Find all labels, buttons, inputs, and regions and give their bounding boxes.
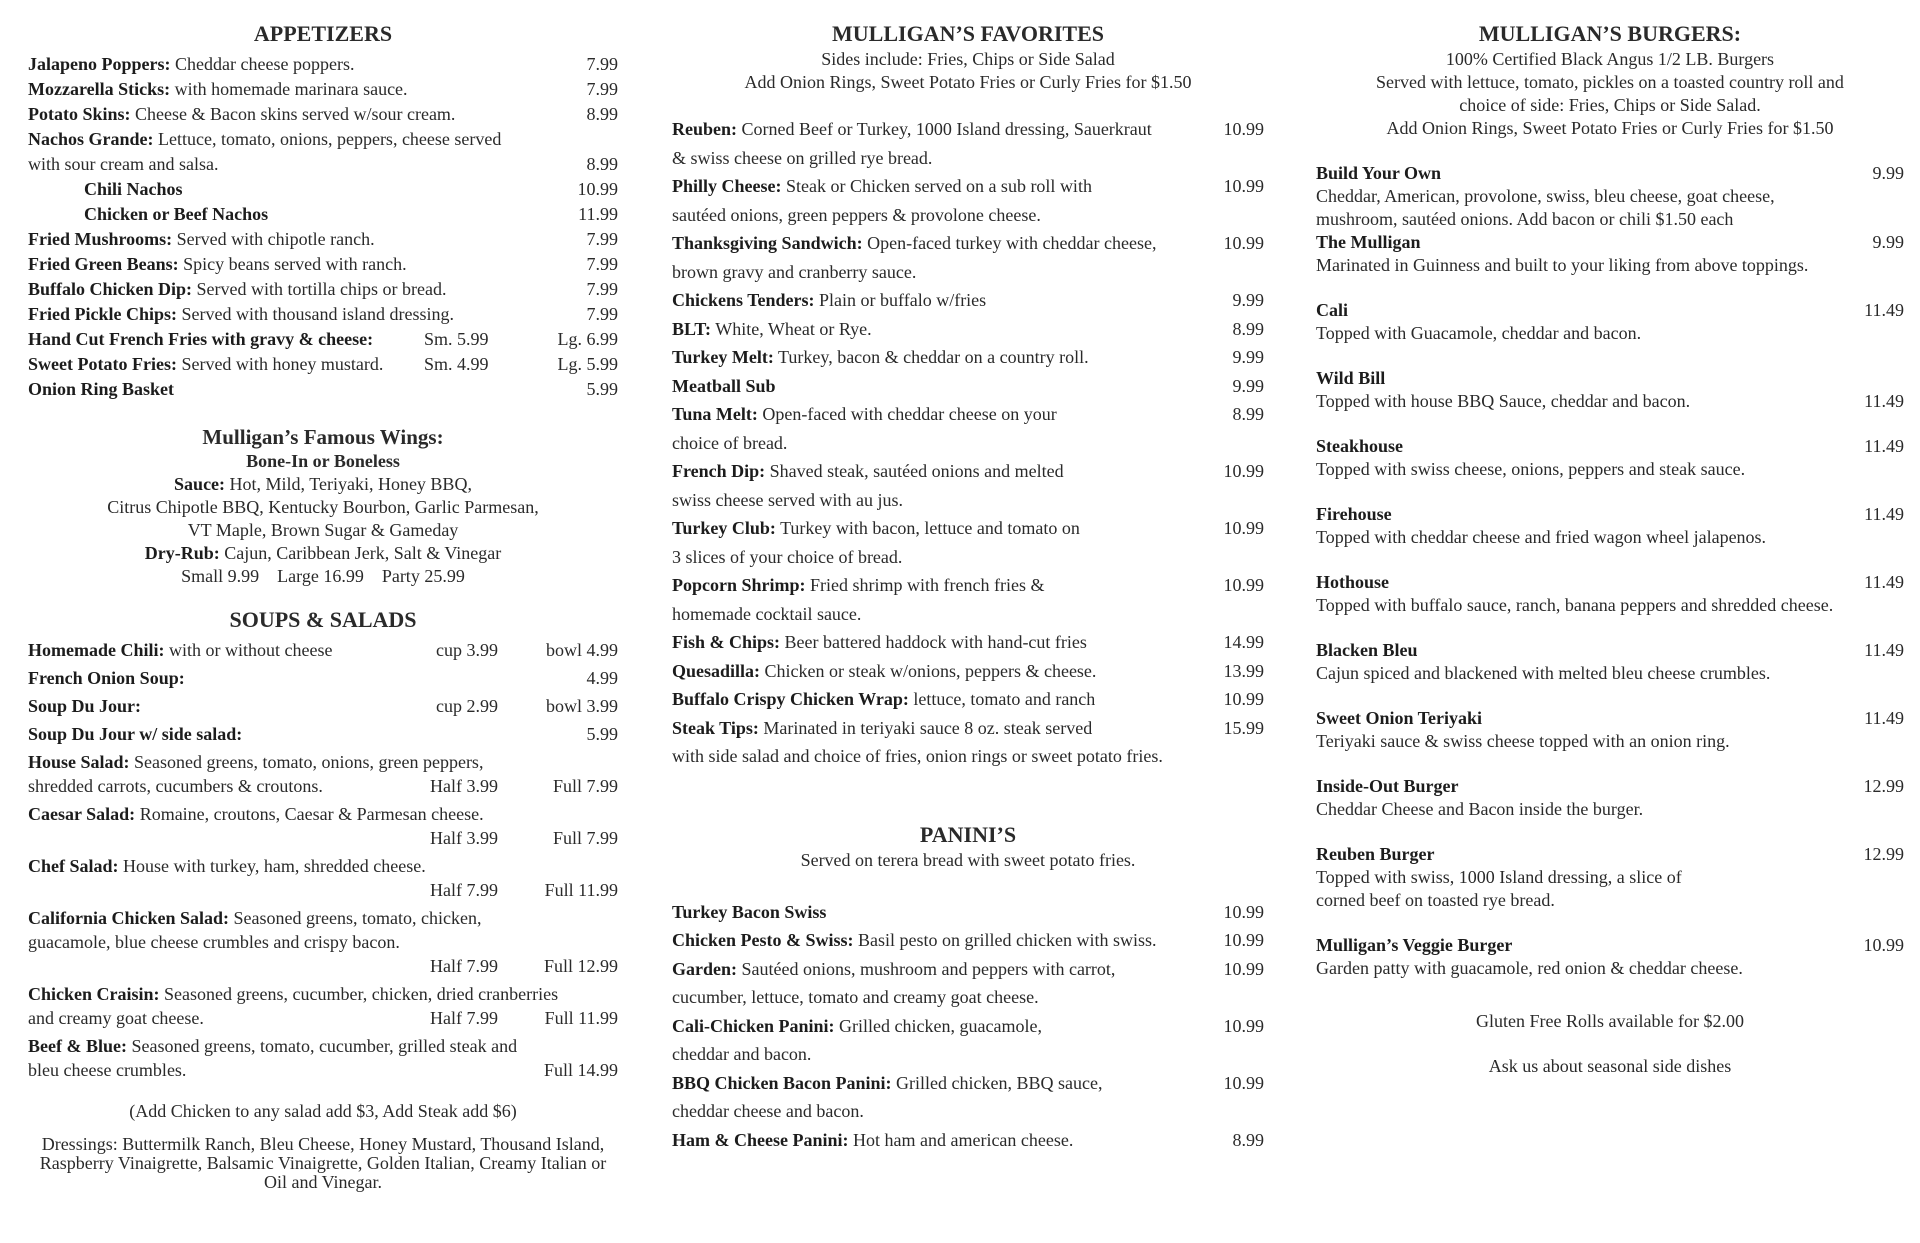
menu-item: Turkey Melt: Turkey, bacon & cheddar on a country roll. 9.99	[672, 343, 1264, 372]
menu-item: Fried Pickle Chips: Served with thousand island dressing. 7.99	[28, 304, 618, 324]
menu-item: French Onion Soup: 4.99	[28, 668, 618, 688]
menu-item: Chicken Craisin: Seasoned greens, cucumber, chicken, dried cranberries and creamy goat cheese. Half 7.99 Full 11.99	[28, 984, 618, 1028]
menu-item: Hothouse Topped with buffalo sauce, ranch, banana peppers and shredded cheese. 11.49	[1316, 572, 1904, 615]
burgers-note-4: Add Onion Rings, Sweet Potato Fries or Curly Fries for $1.50	[1386, 118, 1834, 138]
wings-subtitle: Bone-In or Boneless	[246, 451, 400, 471]
item-price: 9.99	[1232, 347, 1264, 367]
item-price: 8.99	[1232, 318, 1264, 339]
menu-item: Soup Du Jour w/ side salad: 5.99	[28, 724, 618, 744]
item-price: 10.99	[1223, 518, 1264, 538]
item-price: 10.99	[1223, 1072, 1264, 1093]
item-price: 8.99	[1232, 1129, 1264, 1150]
menu-item: Mulligan’s Veggie Burger Garden patty with guacamole, red onion & cheddar cheese. 10.99	[1316, 935, 1904, 978]
column-middle	[672, 20, 1264, 1154]
menu-item: Turkey Club: Turkey with bacon, lettuce and tomato on 3 slices of your choice of bread. 10.99	[672, 514, 1264, 571]
menu-item: Jalapeno Poppers: Cheddar cheese poppers. 7.99	[28, 54, 618, 74]
menu-item: Caesar Salad: Romaine, croutons, Caesar & Parmesan cheese. Half 3.99 Full 7.99	[28, 804, 618, 848]
menu-item: Steakhouse Topped with swiss cheese, onions, peppers and steak sauce. 11.49	[1316, 436, 1904, 479]
burgers-note-2: Served with lettuce, tomato, pickles on a toasted country roll and	[1376, 72, 1844, 92]
menu-item: Fried Mushrooms: Served with chipotle ranch. 7.99	[28, 229, 618, 249]
menu-item: Nachos Grande: Lettuce, tomato, onions, peppers, cheese served with sour cream and salsa. 8.99	[28, 129, 618, 174]
menu-item: Onion Ring Basket 5.99	[28, 379, 618, 399]
menu-item: Quesadilla: Chicken or steak w/onions, peppers & cheese. 13.99	[672, 657, 1264, 686]
menu-item: Blacken Bleu Cajun spiced and blackened with melted bleu cheese crumbles. 11.49	[1316, 640, 1904, 683]
menu-item: Firehouse Topped with cheddar cheese and fried wagon wheel jalapenos. 11.49	[1316, 504, 1904, 547]
item-price: 11.49	[1864, 640, 1904, 660]
menu-item: The Mulligan Marinated in Guinness and built to your liking from above toppings. 9.99	[1316, 232, 1904, 275]
menu-item: Reuben Burger Topped with swiss, 1000 Island dressing, a slice of corned beef on toasted rye bread. 12.99	[1316, 844, 1904, 910]
paninis-list	[672, 898, 1264, 1155]
menu-item: Thanksgiving Sandwich: Open-faced turkey with cheddar cheese, brown gravy and cranberry sauce. 10.99	[672, 229, 1264, 286]
item-price: 11.49	[1864, 300, 1904, 320]
menu-item: Build Your Own Cheddar, American, provolone, swiss, bleu cheese, goat cheese, mushroom, sautéed onions. Add bacon or chili $1.50 each 9.99	[1316, 163, 1904, 229]
menu-item: California Chicken Salad: Seasoned greens, tomato, chicken, guacamole, blue cheese crumbles and crispy bacon. Half 7.99 Full 12.99	[28, 908, 618, 976]
menu-item: Wild Bill Topped with house BBQ Sauce, cheddar and bacon. 11.49	[1316, 368, 1904, 411]
menu-item: Chili Nachos 10.99	[84, 179, 618, 199]
wings-title: Mulligan’s Famous Wings:	[202, 425, 444, 449]
item-price: 15.99	[1223, 717, 1264, 738]
item-price: 10.99	[1223, 461, 1264, 481]
item-price: 10.99	[1223, 689, 1264, 709]
menu-item: Cali-Chicken Panini: Grilled chicken, guacamole, cheddar and bacon. 10.99	[672, 1012, 1264, 1069]
menu-item: Buffalo Chicken Dip: Served with tortilla chips or bread. 7.99	[28, 279, 618, 299]
menu-item: Buffalo Crispy Chicken Wrap: lettuce, tomato and ranch 10.99	[672, 685, 1264, 714]
dressings-note: Dressings: Buttermilk Ranch, Bleu Cheese, Honey Mustard, Thousand Island, Raspberry Vinaigrette, Balsamic Vinaigrette, Golden Italian, Creamy Italian or Oil and Vinegar.	[39, 1134, 607, 1192]
menu-item: Potato Skins: Cheese & Bacon skins served w/sour cream. 8.99	[28, 104, 618, 124]
item-price: 12.99	[1863, 844, 1904, 864]
paninis-note: Served on terera bread with sweet potato fries.	[800, 849, 1136, 870]
menu-item: Soup Du Jour: cup 2.99 bowl 3.99	[28, 696, 618, 716]
item-price: 11.49	[1864, 504, 1904, 524]
menu-item: Tuna Melt: Open-faced with cheddar cheese on your choice of bread. 8.99	[672, 400, 1264, 457]
item-price: 11.49	[1864, 436, 1904, 456]
item-price: 14.99	[1223, 632, 1264, 652]
burgers-list	[1316, 299, 1904, 980]
favorites-list	[672, 115, 1264, 771]
item-price: 10.99	[1223, 901, 1264, 922]
favorites-addon-note: Add Onion Rings, Sweet Potato Fries or Curly Fries for $1.50	[744, 72, 1192, 92]
item-price: 11.49	[1864, 391, 1904, 411]
item-price: 10.99	[1223, 575, 1264, 595]
item-price: 11.49	[1864, 572, 1904, 592]
menu-item: Sweet Onion Teriyaki Teriyaki sauce & swiss cheese topped with an onion ring. 11.49	[1316, 708, 1904, 751]
menu-item: Steak Tips: Marinated in teriyaki sauce 8 oz. steak served with side salad and choice of fries, onion rings or sweet potato fries. 15.99	[672, 714, 1264, 771]
menu-item: Philly Cheese: Steak or Chicken served on a sub roll with sautéed onions, green peppers & provolone cheese. 10.99	[672, 172, 1264, 229]
menu-item: Mozzarella Sticks: with homemade marinara sauce. 7.99	[28, 79, 618, 99]
menu-item: Ham & Cheese Panini: Hot ham and american cheese. 8.99	[672, 1126, 1264, 1155]
wings-section: Mulligan’s Famous Wings: Bone-In or Boneless Sauce: Hot, Mild, Teriyaki, Honey BBQ, Citrus Chipotle BBQ, Kentucky Bourbon, Garlic Parmesan, VT Maple, Brown Sugar & Gameday Dry-Rub: Cajun, Caribbean Jerk, Salt & Vinegar Small 9.99 Large 16.99 Party 25.99	[28, 424, 618, 588]
burgers-title: MULLIGAN’S BURGERS:	[1478, 21, 1742, 46]
menu-item: House Salad: Seasoned greens, tomato, onions, green peppers, shredded carrots, cucumbers & croutons. Half 3.99 Full 7.99	[28, 752, 618, 796]
soups-title: SOUPS & SALADS	[229, 607, 417, 632]
menu-item: Chicken Pesto & Swiss: Basil pesto on grilled chicken with swiss. 10.99	[672, 926, 1264, 955]
salad-add-note: (Add Chicken to any salad add $3, Add Steak add $6)	[129, 1101, 517, 1121]
menu-item: Chef Salad: House with turkey, ham, shredded cheese. Half 7.99 Full 11.99	[28, 856, 618, 900]
burgers-note-3: choice of side: Fries, Chips or Side Salad.	[1459, 95, 1761, 115]
menu-item: Reuben: Corned Beef or Turkey, 1000 Island dressing, Sauerkraut & swiss cheese on grilled rye bread. 10.99	[672, 115, 1264, 172]
seasonal-note: Ask us about seasonal side dishes	[1488, 1056, 1732, 1076]
favorites-title: MULLIGAN’S FAVORITES	[832, 21, 1104, 46]
item-price: 9.99	[1232, 375, 1264, 396]
menu-item: Beef & Blue: Seasoned greens, tomato, cucumber, grilled steak and bleu cheese crumbles. Full 14.99	[28, 1036, 618, 1080]
menu-item: Meatball Sub 9.99	[672, 372, 1264, 401]
item-price: 11.49	[1864, 708, 1904, 728]
item-price: 8.99	[1232, 404, 1264, 424]
item-price: 10.99	[1223, 1015, 1264, 1036]
item-price: 13.99	[1223, 660, 1264, 681]
appetizers-title: APPETIZERS	[253, 21, 393, 46]
item-price: 9.99	[1232, 290, 1264, 310]
menu-item: BBQ Chicken Bacon Panini: Grilled chicken, BBQ sauce, cheddar cheese and bacon. 10.99	[672, 1069, 1264, 1126]
menu-item: Turkey Bacon Swiss 10.99	[672, 898, 1264, 927]
menu-item: Cali Topped with Guacamole, cheddar and bacon. 11.49	[1316, 300, 1904, 343]
menu-item: Garden: Sautéed onions, mushroom and peppers with carrot, cucumber, lettuce, tomato and creamy goat cheese. 10.99	[672, 955, 1264, 1012]
item-price: 12.99	[1863, 776, 1904, 796]
paninis-title: PANINI’S	[919, 821, 1017, 847]
item-price: 10.99	[1223, 233, 1264, 253]
gluten-free-note: Gluten Free Rolls available for $2.00	[1476, 1011, 1744, 1031]
menu-item: Chicken or Beef Nachos 11.99	[84, 204, 618, 224]
menu-item: Chickens Tenders: Plain or buffalo w/fries 9.99	[672, 286, 1264, 315]
menu-item: Hand Cut French Fries with gravy & cheese: Sm. 5.99 Lg. 6.99	[28, 329, 618, 349]
item-price: 10.99	[1223, 930, 1264, 950]
item-price: 10.99	[1863, 935, 1904, 955]
menu-item: Inside-Out Burger Cheddar Cheese and Bacon inside the burger. 12.99	[1316, 776, 1904, 819]
menu-item: Popcorn Shrimp: Fried shrimp with french fries & homemade cocktail sauce. 10.99	[672, 571, 1264, 628]
column-right	[1316, 20, 1904, 1078]
column-left	[28, 20, 618, 1192]
menu-item: Fish & Chips: Beer battered haddock with hand-cut fries 14.99	[672, 628, 1264, 657]
menu-item: BLT: White, Wheat or Rye. 8.99	[672, 315, 1264, 344]
favorites-sides-note: Sides include: Fries, Chips or Side Salad	[821, 49, 1115, 69]
burgers-note-1: 100% Certified Black Angus 1/2 LB. Burgers	[1445, 49, 1775, 69]
menu-item: Homemade Chili: with or without cheese cup 3.99 bowl 4.99	[28, 640, 618, 660]
menu-item: Sweet Potato Fries: Served with honey mustard. Sm. 4.99 Lg. 5.99	[28, 354, 618, 374]
item-price: 10.99	[1223, 176, 1264, 196]
item-price: 10.99	[1223, 119, 1264, 139]
menu-item: French Dip: Shaved steak, sautéed onions and melted swiss cheese served with au jus. 10.99	[672, 457, 1264, 514]
menu-item: Fried Green Beans: Spicy beans served with ranch. 7.99	[28, 254, 618, 274]
item-price: 10.99	[1223, 958, 1264, 979]
